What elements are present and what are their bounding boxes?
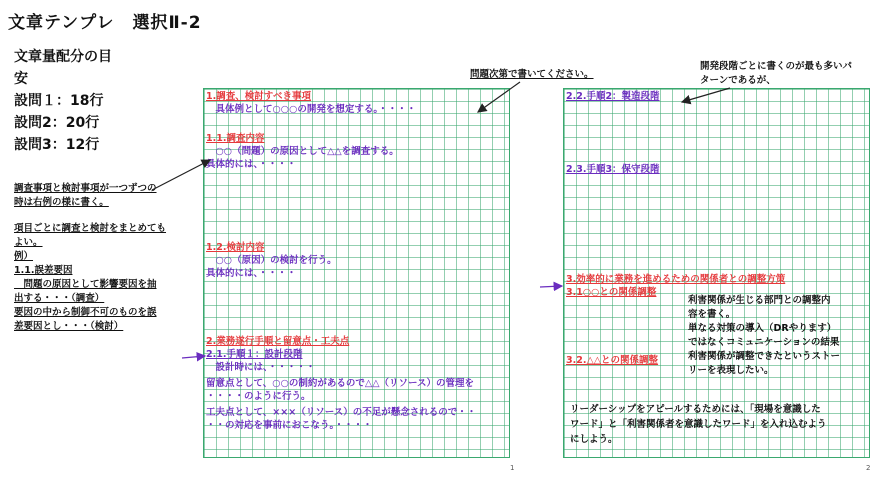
callout-mid: 問題次第で書いてください。 (470, 69, 594, 80)
example-label: 例） (14, 251, 34, 262)
section2-1-text2: 留意点として、○○の制約があるので△△（リソース）の管理を (206, 378, 475, 389)
section3-2-heading: 3.2.△△との関係調整 (566, 355, 659, 366)
coordination-note-line1: 利害関係が生じる部門との調整内 (688, 295, 831, 306)
leadership-note-line3: にしよう。 (570, 434, 618, 445)
coordination-note-line2: 容を書く。 (688, 309, 736, 320)
section2-1-text5: ・・の対応を事前におこなう。・・・・ (206, 420, 373, 431)
section2-1-heading: 2.1.手順１：設計段階 (206, 349, 303, 360)
question1-lines: 設問１：18行 (14, 93, 104, 109)
section1-2-heading: 1.2.検討内容 (206, 242, 265, 253)
note-grouping-line1: 項目ごとに調査と検討をまとめても (14, 223, 167, 234)
example-line1: 1.1.誤差要因 (14, 265, 73, 276)
leadership-note-line1: リーダーシップをアピールするためには、「現場を意識した (570, 404, 821, 415)
arrow-to-section1-1 (152, 160, 210, 190)
note-single-items-line2: 時は右例の様に書く。 (14, 197, 109, 208)
arrow-to-page1-title (478, 82, 520, 112)
coordination-note-line5: 利害関係が調整できたというストー (688, 351, 841, 362)
allocation-heading-line1: 文章量配分の目 (14, 49, 112, 65)
note-single-items-line1: 調査事項と検討事項が一つずつの (14, 183, 157, 194)
section1-2-text1: ○○（原因）の検討を行う。 (206, 255, 337, 266)
question3-lines: 設問3：12行 (14, 137, 100, 153)
example-line3: 出する・・・（調査） (14, 293, 105, 304)
arrow-to-section3 (540, 286, 562, 287)
coordination-note-line6: リーを表現したい。 (688, 365, 774, 376)
section2-1-text4: 工夫点として、×××（リソース）の不足が懸念されるので・・ (206, 407, 477, 418)
leadership-note-line2: ワード」と「利害関係者を意識したワード」を入れ込むよう (570, 419, 827, 430)
section2-3-heading: 2.3.手順3：保守段階 (566, 164, 660, 175)
arrow-to-page2-top (682, 88, 730, 102)
arrow-to-section2 (182, 356, 205, 358)
section1-text: 具体例として○○○の開発を想定する。・・・・ (206, 104, 417, 115)
note-grouping-line2: よい。 (14, 237, 43, 248)
callout-right-line2: ターンであるが、 (700, 75, 776, 86)
page-number-1: 1 (510, 464, 515, 472)
example-line2: 問題の原因として影響要因を抽 (14, 279, 157, 290)
section2-1-text3: ・・・・のように行う。 (206, 391, 311, 402)
section1-1-text2: 具体的には、・・・・ (206, 159, 297, 170)
example-line5: 差要因とし・・・（検討） (14, 321, 124, 332)
coordination-note-line4: ではなくコミュニケーションの結果 (688, 337, 840, 348)
callout-right-line1: 開発段階ごとに書くのが最も多いパ (700, 61, 853, 72)
section3-1-heading: 3.1○○との関係調整 (566, 287, 657, 298)
section2-2-heading: 2.2.手順2：製造段階 (566, 91, 660, 102)
section1-2-text2: 具体的には、・・・・ (206, 268, 297, 279)
allocation-heading-line2: 安 (14, 71, 28, 87)
coordination-note-line3: 単なる対策の導入（DRやります） (688, 323, 837, 334)
example-line4: 要因の中から制御不可のものを誤 (14, 307, 157, 318)
question2-lines: 設問2：20行 (14, 115, 100, 131)
page-number-2: 2 (866, 464, 871, 472)
section3-heading: 3.効率的に業務を進めるための関係者との調整方策 (566, 274, 786, 285)
slide-title: 文章テンプレ 選択Ⅱ-2 (8, 13, 202, 33)
section1-heading: 1.調査、検討すべき事項 (206, 91, 312, 102)
section1-1-text1: ○○（問題）の原因として△△を調査する。 (206, 146, 399, 157)
section2-1-text1: 設計時には、・・・・・ (206, 362, 316, 373)
section2-heading: 2.業務遂行手順と留意点・工夫点 (206, 336, 350, 347)
section1-1-heading: 1.1.調査内容 (206, 133, 265, 144)
